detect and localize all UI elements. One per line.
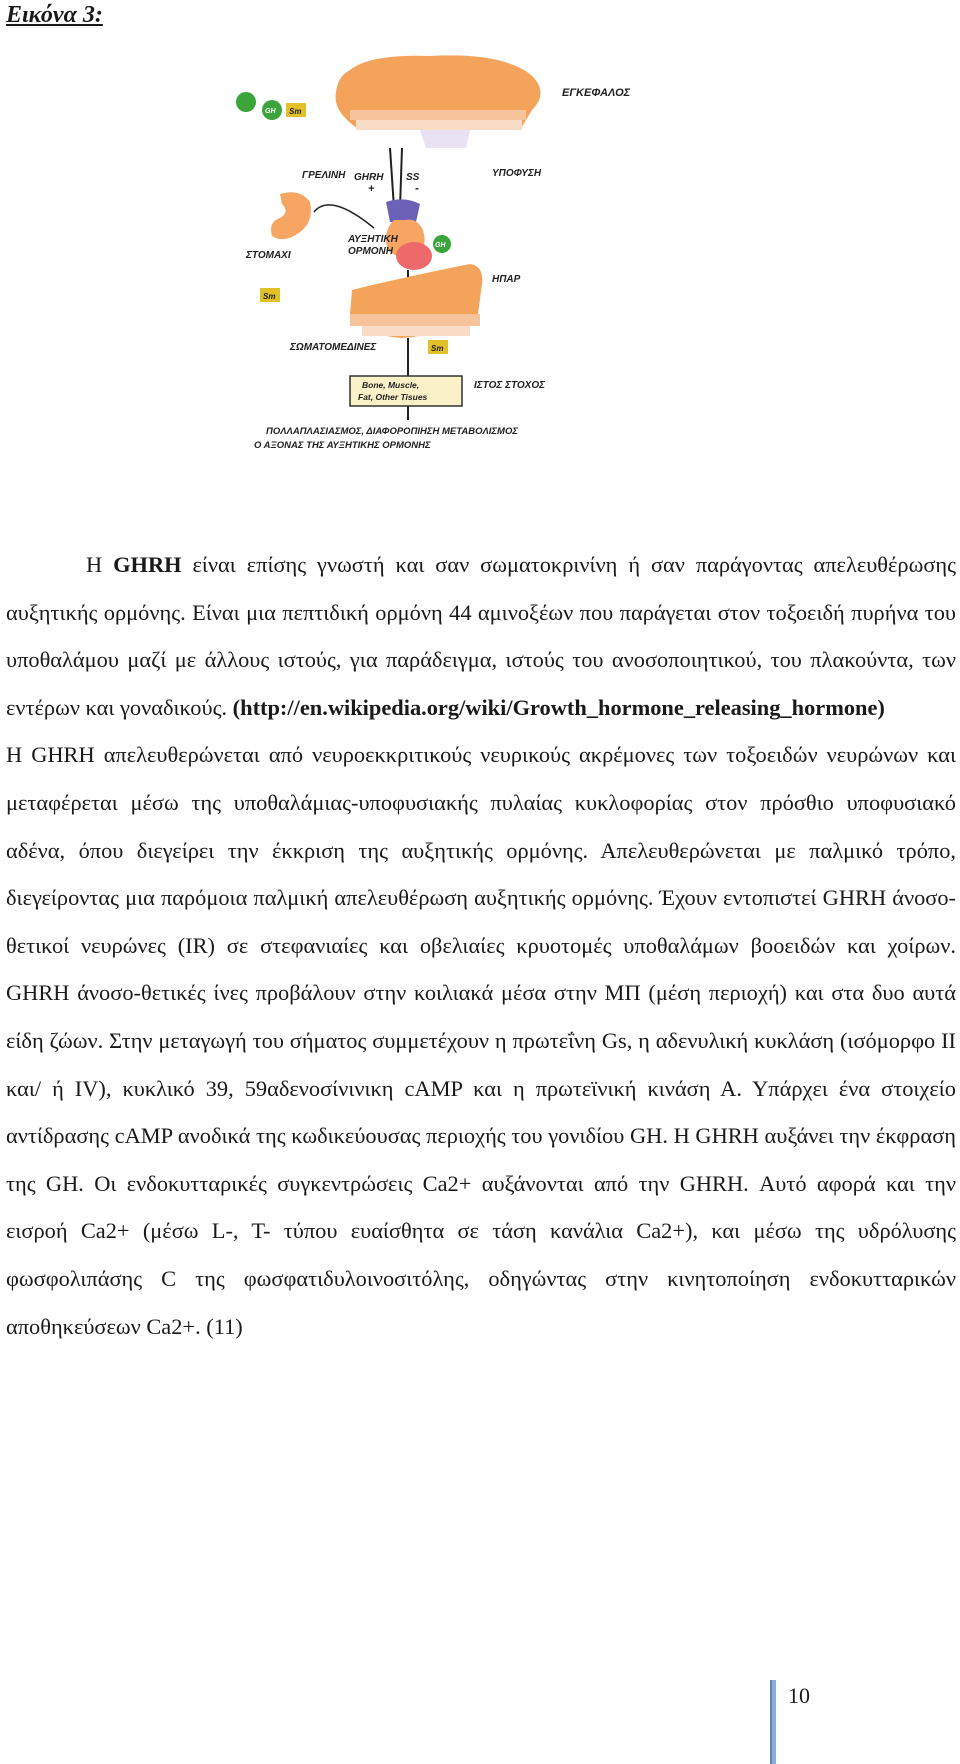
ghrelin-label: ΓΡΕΛΙΝΗ <box>302 170 346 181</box>
growth-hormone-axis-diagram <box>246 52 710 514</box>
ss-label: SS <box>406 172 420 183</box>
p1-ghrh-bold: GHRH <box>113 552 182 577</box>
figure-caption: Εικόνα 3: <box>6 2 103 28</box>
liver-label: ΗΠΑΡ <box>492 274 521 285</box>
wikipedia-link[interactable]: (http://en.wikipedia.org/wiki/Growth_hormone_releasing_hormone) <box>232 694 885 720</box>
ghrh-arrow <box>390 148 394 208</box>
gh-badge-mid-label: GH <box>435 242 446 249</box>
liver-illustration <box>350 264 482 338</box>
growth-hormone-label-line2: ΟΡΜΟΝΗ <box>348 246 393 257</box>
brain-illustration <box>336 55 541 148</box>
top-badges <box>258 96 318 126</box>
p1-text: είναι επίσης γνωστή και σαν σωματοκρινίνη ή σαν παράγοντας απελευθέρωσης αυξητικής ορμόνης. Είναι μια πεπτιδική ορμόνη 44 αμινοξέων που παράγεται στον τοξοειδή πυρήνα του υποθαλάμου μαζί με άλλους ιστούς, για παράδειγμα, ιστούς του ανοσοποιητικού, του πλακούντα, των εντέρων και γοναδικούς. <box>6 552 956 720</box>
target-tissue-label: ΙΣΤΟΣ ΣΤΟΧΟΣ <box>474 380 546 391</box>
page-number: 10 <box>788 1683 810 1708</box>
p1-start: Η <box>86 552 114 577</box>
paragraph-2: Η GHRH απελευθερώνεται από νευροεκκριτικούς νευρικούς ακρέμονες των τοξοειδών νευρώνων και μεταφέρεται μέσω της υποθαλάμιας-υποφυσιακής πυλαίας κυκλοφορίας στον πρόσθιο υποφυσιακό αδένα, όπου διεγείρει την έκκριση της αυξητικής ορμόνης. Απελευθερώνεται με παλμικό τρόπο, διεγείροντας μια παρόμοια παλμική απελευθέρωση αυξητικής ορμόνης. Έχουν εντοπιστεί GHRH άνοσο-θετικοί νευρώνες (IR) σε στεφανιαίες και οβελιαίες κρυοτομές υποθαλάμων βοοειδών και χοίρων. GHRH άνοσο-θετικές ίνες προβάλουν στην κοιλιακά μέσα στην ΜΠ (μέση περιοχή) και στα δυο αυτά είδη ζώων. Στην μεταγωγή του σήματος συμμετέχουν η πρωτεΐνη Gs, η αδενυλική κυκλάση (ισόμορφο II και/ ή IV), κυκλικό 39, 59αδενοσίνινικη cAMP και η πρωτεϊνική κινάση Α. Υπάρχει ένα στοιχείο αντίδρασης cAMP ανοδικά της κωδικεύουσας περιοχής του γονιδίου GH. Η GHRH αυξάνει την έκφραση της GH. Οι ενδοκυτταρικές συγκεντρώσεις Ca2+ αυξάνονται από την GHRH. Αυτό αφορά και την εισροή Ca2+ (μέσω L-, T- τύπου ευαίσθητα σε τάση κανάλια Ca2+), και μέσω της υδρόλυσης φωσφολιπάσης C της φωσφατιδυλοινοσιτόλης, οδηγώντας στην κινητοποίηση ενδοκυτταρικών αποθηκεύσεων Ca2+. (11) <box>6 742 956 1339</box>
pituitary-label: ΥΠΟΦΥΣΗ <box>492 168 542 179</box>
growth-hormone-label-line1: ΑΥΞΗΤΙΚΗ <box>348 234 398 245</box>
paragraph-1 <box>6 541 956 731</box>
ghrh-plus-sign: + <box>368 183 375 195</box>
stomach-illustration <box>271 192 311 239</box>
ss-minus-sign: - <box>415 181 419 195</box>
sm-badge-right-label: Sm <box>431 344 444 353</box>
target-tissue-line1: Bone, Muscle, <box>362 380 420 390</box>
somatomedins-label: ΣΩΜΑΤΟΜΕΔΙΝΕΣ <box>290 342 377 353</box>
brain-label: ΕΓΚΕΦΑΛΟΣ <box>562 87 631 99</box>
gh-badge-top-label: GH <box>265 108 276 115</box>
sm-badge-top-label: Sm <box>289 107 302 116</box>
bottom-label-line2: Ο ΑΞΟΝΑΣ ΤΗΣ ΑΥΞΗΤΙΚΗΣ ΟΡΜΟΝΗΣ <box>254 440 431 451</box>
ss-arrow <box>400 148 402 208</box>
ghrh-label: GHRH <box>354 172 384 183</box>
ghrelin-arrow <box>314 205 374 228</box>
target-tissue-line2: Fat, Other Tisues <box>358 392 428 402</box>
sm-badge-left-label: Sm <box>263 292 276 301</box>
bottom-label-line1: ΠΟΛΛΑΠΛΑΣΙΑΣΜΟΣ, ΔΙΑΦΟΡΟΠΙΗΣΗ ΜΕΤΑΒΟΛΙΣΜΟΣ <box>266 426 518 437</box>
main-body-text <box>6 541 956 1350</box>
page-number-rule <box>770 1680 776 1764</box>
gh-badge-top <box>236 92 256 112</box>
stomach-label: ΣΤΟΜΑΧΙ <box>246 250 291 261</box>
